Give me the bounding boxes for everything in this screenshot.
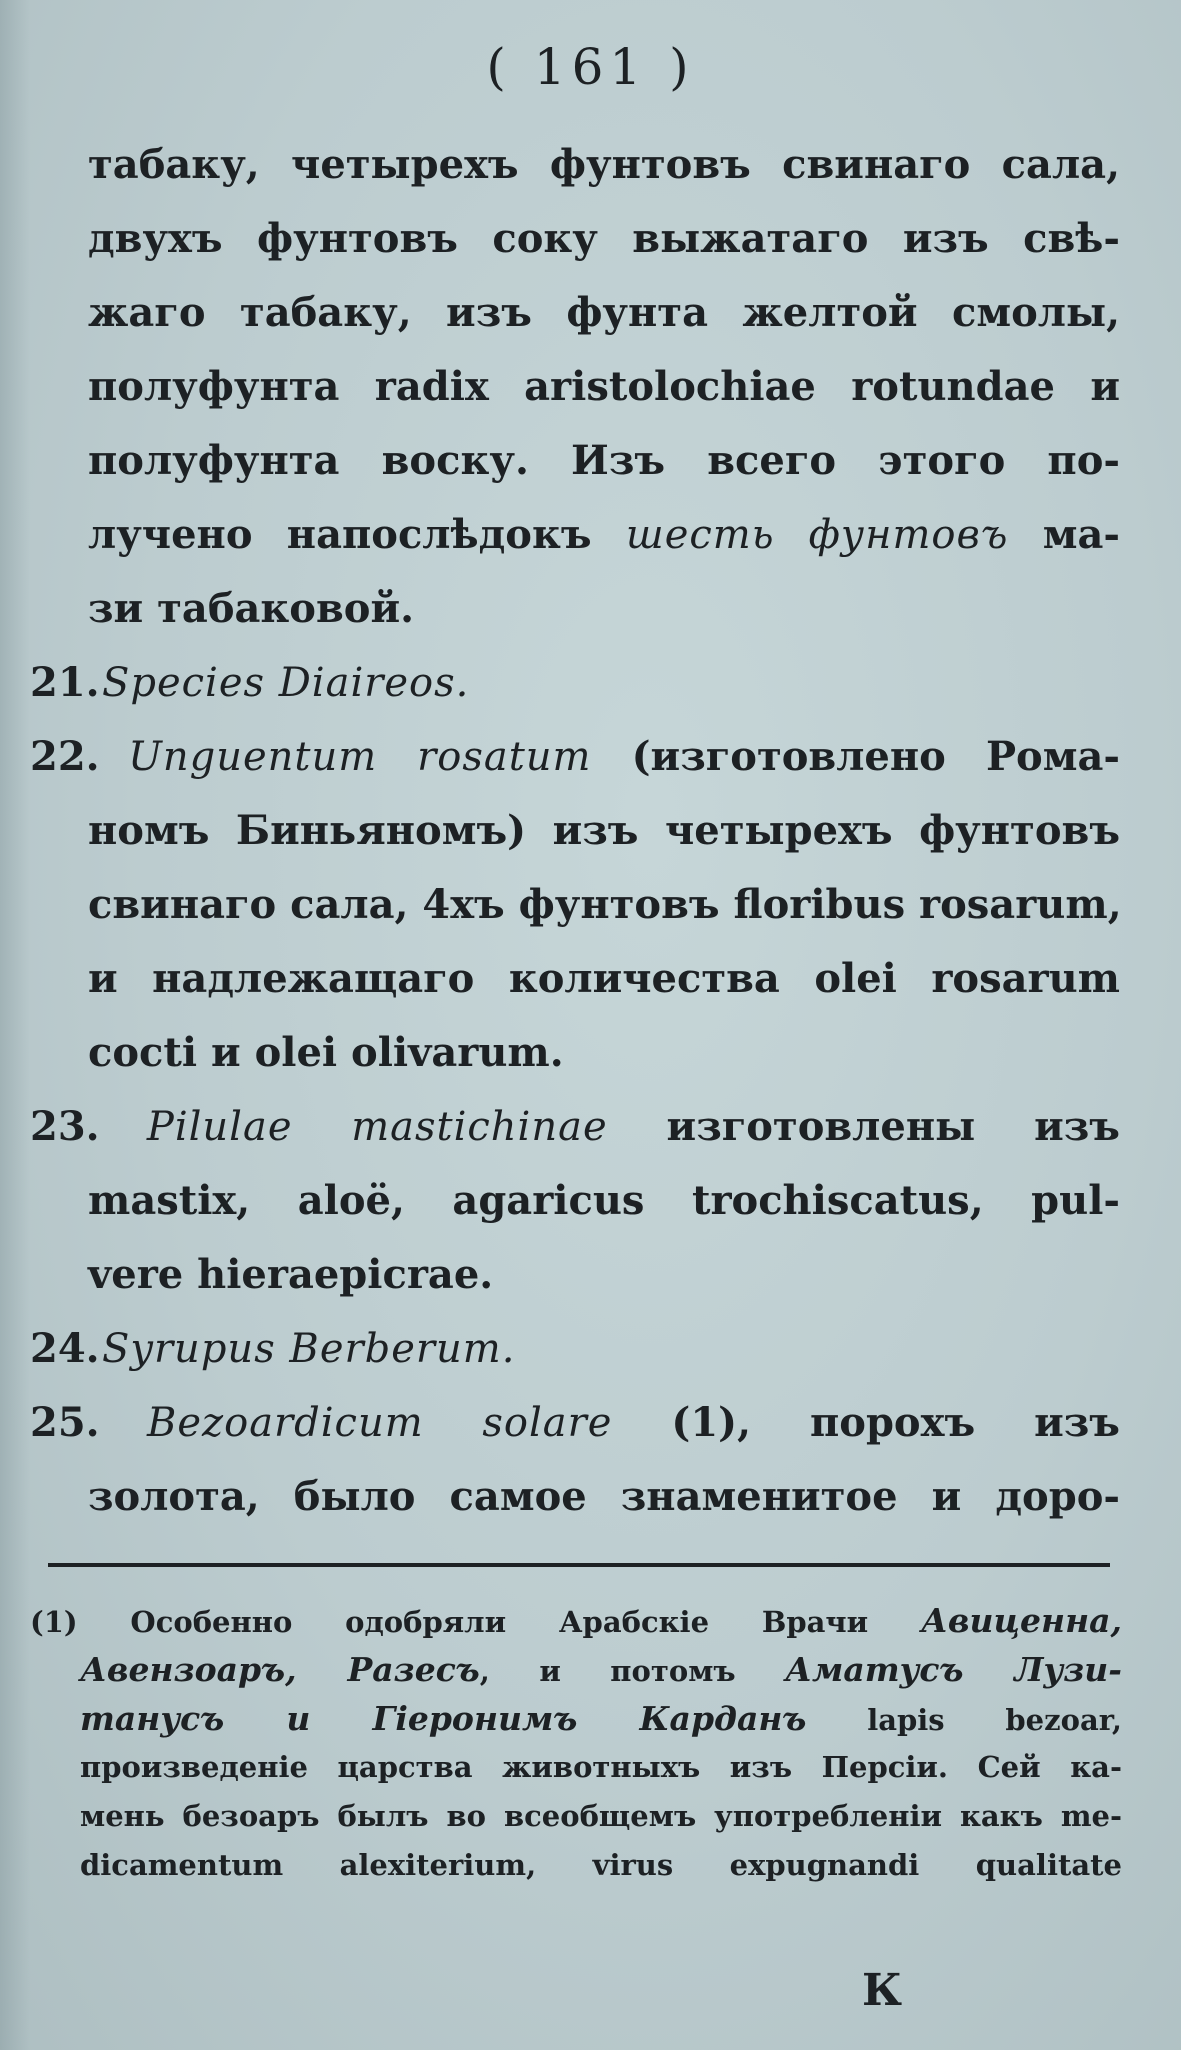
text-line: cocti и olei olivarum. <box>88 1029 564 1076</box>
footnote-line <box>30 1645 1122 1694</box>
main-text <box>30 128 1120 1534</box>
text-fragment: lapis bezoar, <box>806 1703 1122 1737</box>
page-gutter-shadow <box>0 0 30 2050</box>
text-line: зи табаковой. <box>88 585 415 632</box>
text-line: номъ Биньяномъ) изъ четырехъ фунтовъ <box>88 807 1120 854</box>
entry-24 <box>30 1312 1120 1386</box>
text-fragment: лучено напослѣдокъ <box>88 511 626 558</box>
entry-title: Syrupus Berberum. <box>101 1326 516 1372</box>
footnote-line <box>30 1694 1122 1743</box>
italic-phrase: шесть фунтовъ <box>625 512 1009 558</box>
text-fragment: , и потомъ <box>479 1654 786 1688</box>
footnote-line: мень безоаръ былъ во всеобщемъ употребленіи какъ me- <box>80 1799 1122 1833</box>
text-fragment: (1), порохъ изъ <box>612 1399 1120 1446</box>
text-fragment: изготовлены изъ <box>607 1103 1120 1150</box>
text-line <box>30 498 1120 572</box>
italic-name: Авиценна, <box>920 1601 1122 1640</box>
text-line: двухъ фунтовъ соку выжатаго изъ свѣ- <box>88 215 1120 262</box>
text-line: mastix, aloë, agaricus trochiscatus, pul- <box>88 1177 1120 1224</box>
italic-name: Гіеронимъ Карданъ <box>372 1699 807 1738</box>
text-line: свинаго сала, 4хъ фунтовъ floribus rosarum, <box>88 881 1122 928</box>
entry-number: 22. <box>30 733 100 780</box>
entry-25 <box>30 1386 1120 1460</box>
entry-title: Unguentum rosatum <box>128 734 592 780</box>
text-fragment: (1) Особенно одобряли Арабскіе Врачи <box>30 1605 921 1639</box>
text-line: жаго табаку, изъ фунта желтой смолы, <box>88 289 1120 336</box>
text-line: табаку, четырехъ фунтовъ свинаго сала, <box>88 141 1120 188</box>
footnote-line: произведеніе царства животныхъ изъ Персіи. Сей ка- <box>80 1750 1122 1784</box>
entry-title: Bezoardicum solare <box>146 1400 613 1446</box>
entry-title: Pilulae mastichinae <box>146 1104 608 1150</box>
entry-21 <box>30 646 1120 720</box>
text-line: полуфунта воску. Изъ всего этого по- <box>88 437 1120 484</box>
entry-number: 21. <box>30 659 100 706</box>
footnote-line: dicamentum alexiterium, virus expugnandi qualitate <box>80 1848 1122 1882</box>
entry-22 <box>30 720 1120 794</box>
italic-name: танусъ <box>80 1699 225 1738</box>
entry-title: Species Diaireos. <box>101 660 470 706</box>
entry-number: 24. <box>30 1325 100 1372</box>
catchword: К <box>862 1965 903 2016</box>
text-line: полуфунта radix aristolochiae rotundae и <box>88 363 1120 410</box>
footnote-divider <box>48 1563 1110 1567</box>
footnote-line <box>30 1596 1122 1645</box>
text-line: золота, было самое знаменитое и доро- <box>88 1473 1120 1520</box>
entry-number: 23. <box>30 1103 100 1150</box>
text-line: и надлежащаго количества olei rosarum <box>88 955 1120 1002</box>
text-fragment: ма- <box>1008 511 1120 558</box>
italic-conjunction: и <box>224 1699 373 1738</box>
text-line: vere hieraepicrae. <box>88 1251 494 1298</box>
text-fragment: (изготовлено Рома- <box>591 733 1120 780</box>
page-number: ( 161 ) <box>486 38 695 96</box>
entry-23 <box>30 1090 1120 1164</box>
footnote <box>30 1596 1122 1890</box>
italic-name: Авензоаръ, Разесъ <box>80 1650 480 1689</box>
entry-number: 25. <box>30 1399 100 1446</box>
italic-name: Аматусъ Лузи- <box>785 1650 1122 1689</box>
